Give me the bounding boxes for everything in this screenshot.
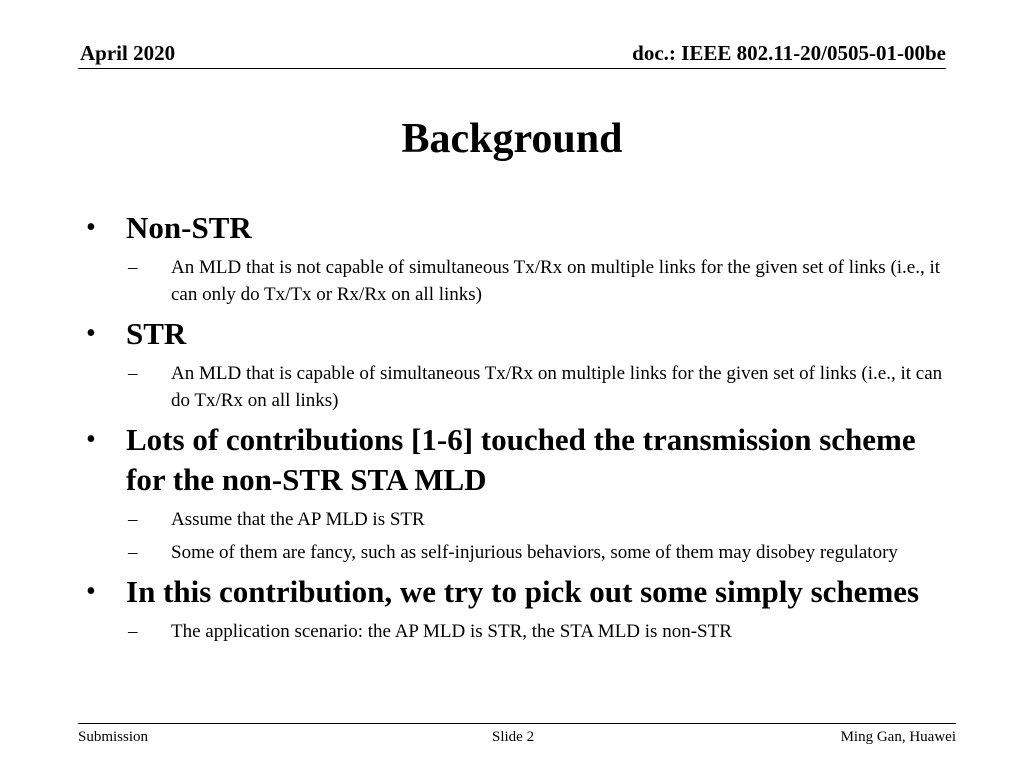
sub-bullet-text: An MLD that is capable of simultaneous Tx/Rx on multiple links for the given set of links (i.e., it can do Tx/Rx on all links) [171,363,943,411]
bullet-item [86,420,946,500]
slide-title: Background [401,116,623,162]
bullet-item [86,572,946,612]
bullet-marker: • [86,318,96,349]
bullet-marker: • [86,424,96,455]
footer-author: Ming Gan, Huawei [840,729,956,745]
dash-marker: – [128,509,138,530]
footer-divider [78,723,956,724]
dash-marker: – [128,621,138,642]
sub-bullet-text: Some of them are fancy, such as self-injurious behaviors, some of them may disobey regulatory [171,542,898,563]
dash-marker: – [128,542,138,563]
header-doc-id: doc.: IEEE 802.11-20/0505-01-00be [632,41,946,65]
sub-bullet-text: An MLD that is not capable of simultaneous Tx/Rx on multiple links for the given set of links (i.e., it can only do Tx/Tx or Rx/Rx on all links) [171,257,941,305]
sub-bullet-item [86,618,946,645]
bullet-text: Non-STR [126,210,252,245]
sub-bullet-item [86,254,946,308]
header-divider [78,68,946,69]
bullet-marker: • [86,212,96,243]
dash-marker: – [128,257,138,278]
sub-bullet-item [86,360,946,414]
sub-bullet-text: The application scenario: the AP MLD is STR, the STA MLD is non-STR [171,621,732,642]
header-date: April 2020 [80,41,176,65]
bullet-item [86,208,946,248]
footer-slide-number: Slide 2 [492,729,535,745]
slide-body [86,208,946,645]
footer-submission: Submission [78,729,149,745]
sub-bullet-item [86,506,946,533]
bullet-item [86,314,946,354]
sub-bullet-text: Assume that the AP MLD is STR [171,509,425,530]
bullet-text: Lots of contributions [1-6] touched the transmission scheme for the non-STR STA MLD [126,422,916,497]
bullet-marker: • [86,576,96,607]
bullet-text: In this contribution, we try to pick out some simply schemes [126,574,920,609]
bullet-text: STR [126,316,187,351]
dash-marker: – [128,363,138,384]
sub-bullet-item [86,539,946,566]
